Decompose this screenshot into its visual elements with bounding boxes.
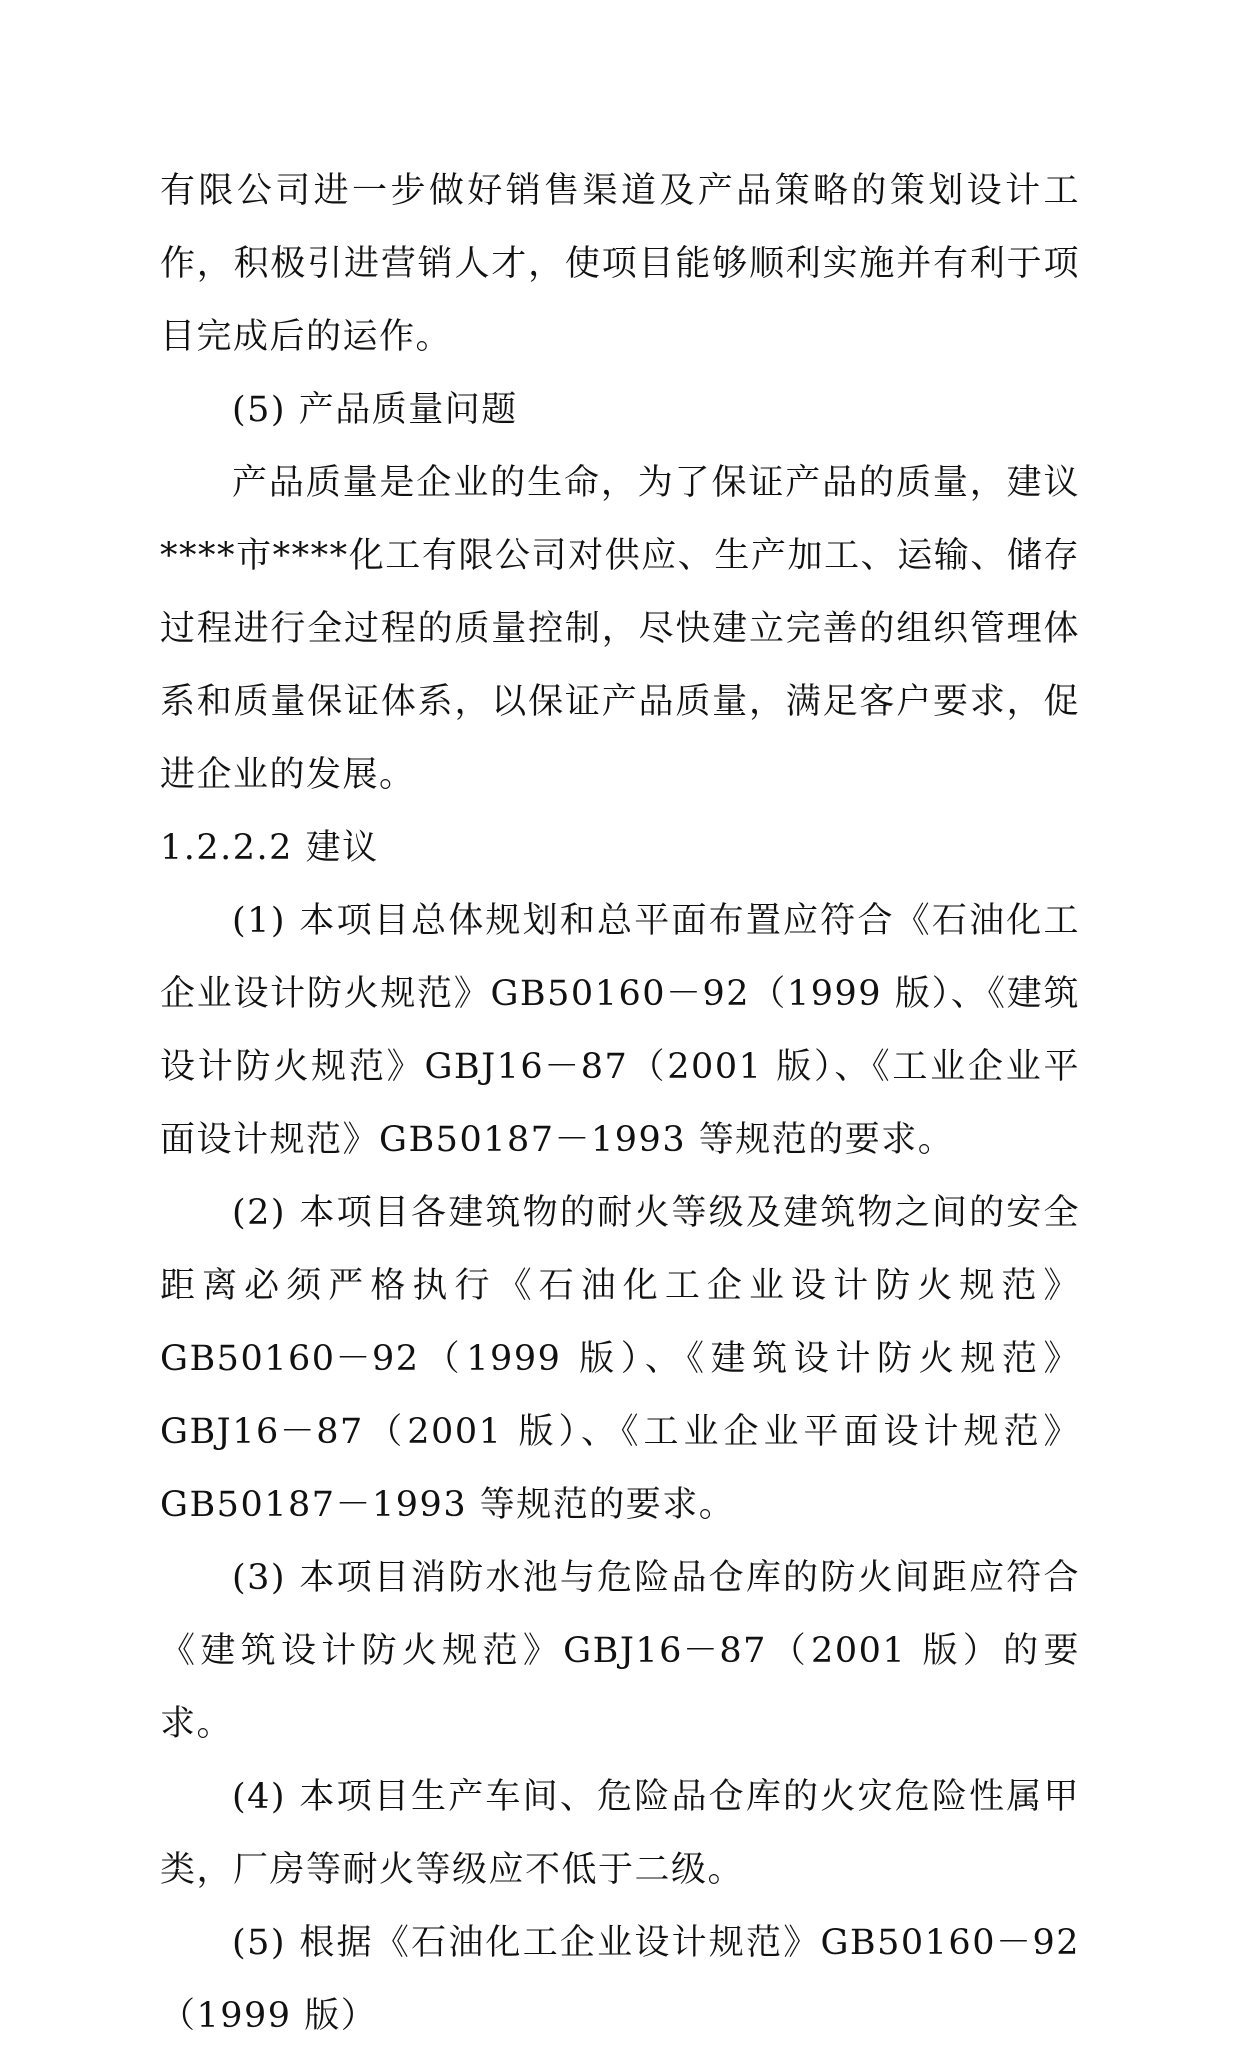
subheading-product-quality: (5) 产品质量问题: [232, 390, 518, 430]
recommendation-4: (4) 本项目生产车间、危险品仓库的火灾危险性属甲类，厂房等耐火等级应不低于二级。: [160, 1777, 1080, 1890]
section-heading-recommendations: 1.2.2.2 建议: [160, 828, 379, 868]
recommendation-5: (5) 根据《石油化工企业设计规范》GB50160－92（1999 版）: [160, 1923, 1080, 2036]
paragraph-product-quality: 产品质量是企业的生命，为了保证产品的质量，建议****市****化工有限公司对供应、生产加工、运输、储存过程进行全过程的质量控制，尽快建立完善的组织管理体系和质量保证体系，以保证产品质量，满足客户要求，促进企业的发展。: [160, 463, 1080, 795]
recommendation-2: (2) 本项目各建筑物的耐火等级及建筑物之间的安全距离必须严格执行《石油化工企业设计防火规范》GB50160－92（1999 版）、《建筑设计防火规范》GBJ16－87（2001 版）、《工业企业平面设计规范》GB50187－1993 等规范的要求。: [160, 1193, 1080, 1525]
recommendation-1: (1) 本项目总体规划和总平面布置应符合《石油化工企业设计防火规范》GB50160－92（1999 版）、《建筑设计防火规范》GBJ16－87（2001 版）、《工业企业平面设计规范》GB50187－1993 等规范的要求。: [160, 901, 1080, 1160]
recommendation-3: (3) 本项目消防水池与危险品仓库的防火间距应符合《建筑设计防火规范》GBJ16－87（2001 版）的要求。: [160, 1558, 1080, 1744]
paragraph-continuation: 有限公司进一步做好销售渠道及产品策略的策划设计工作，积极引进营销人才，使项目能够顺利实施并有利于项目完成后的运作。: [160, 171, 1080, 357]
document-body: [160, 155, 1080, 2053]
